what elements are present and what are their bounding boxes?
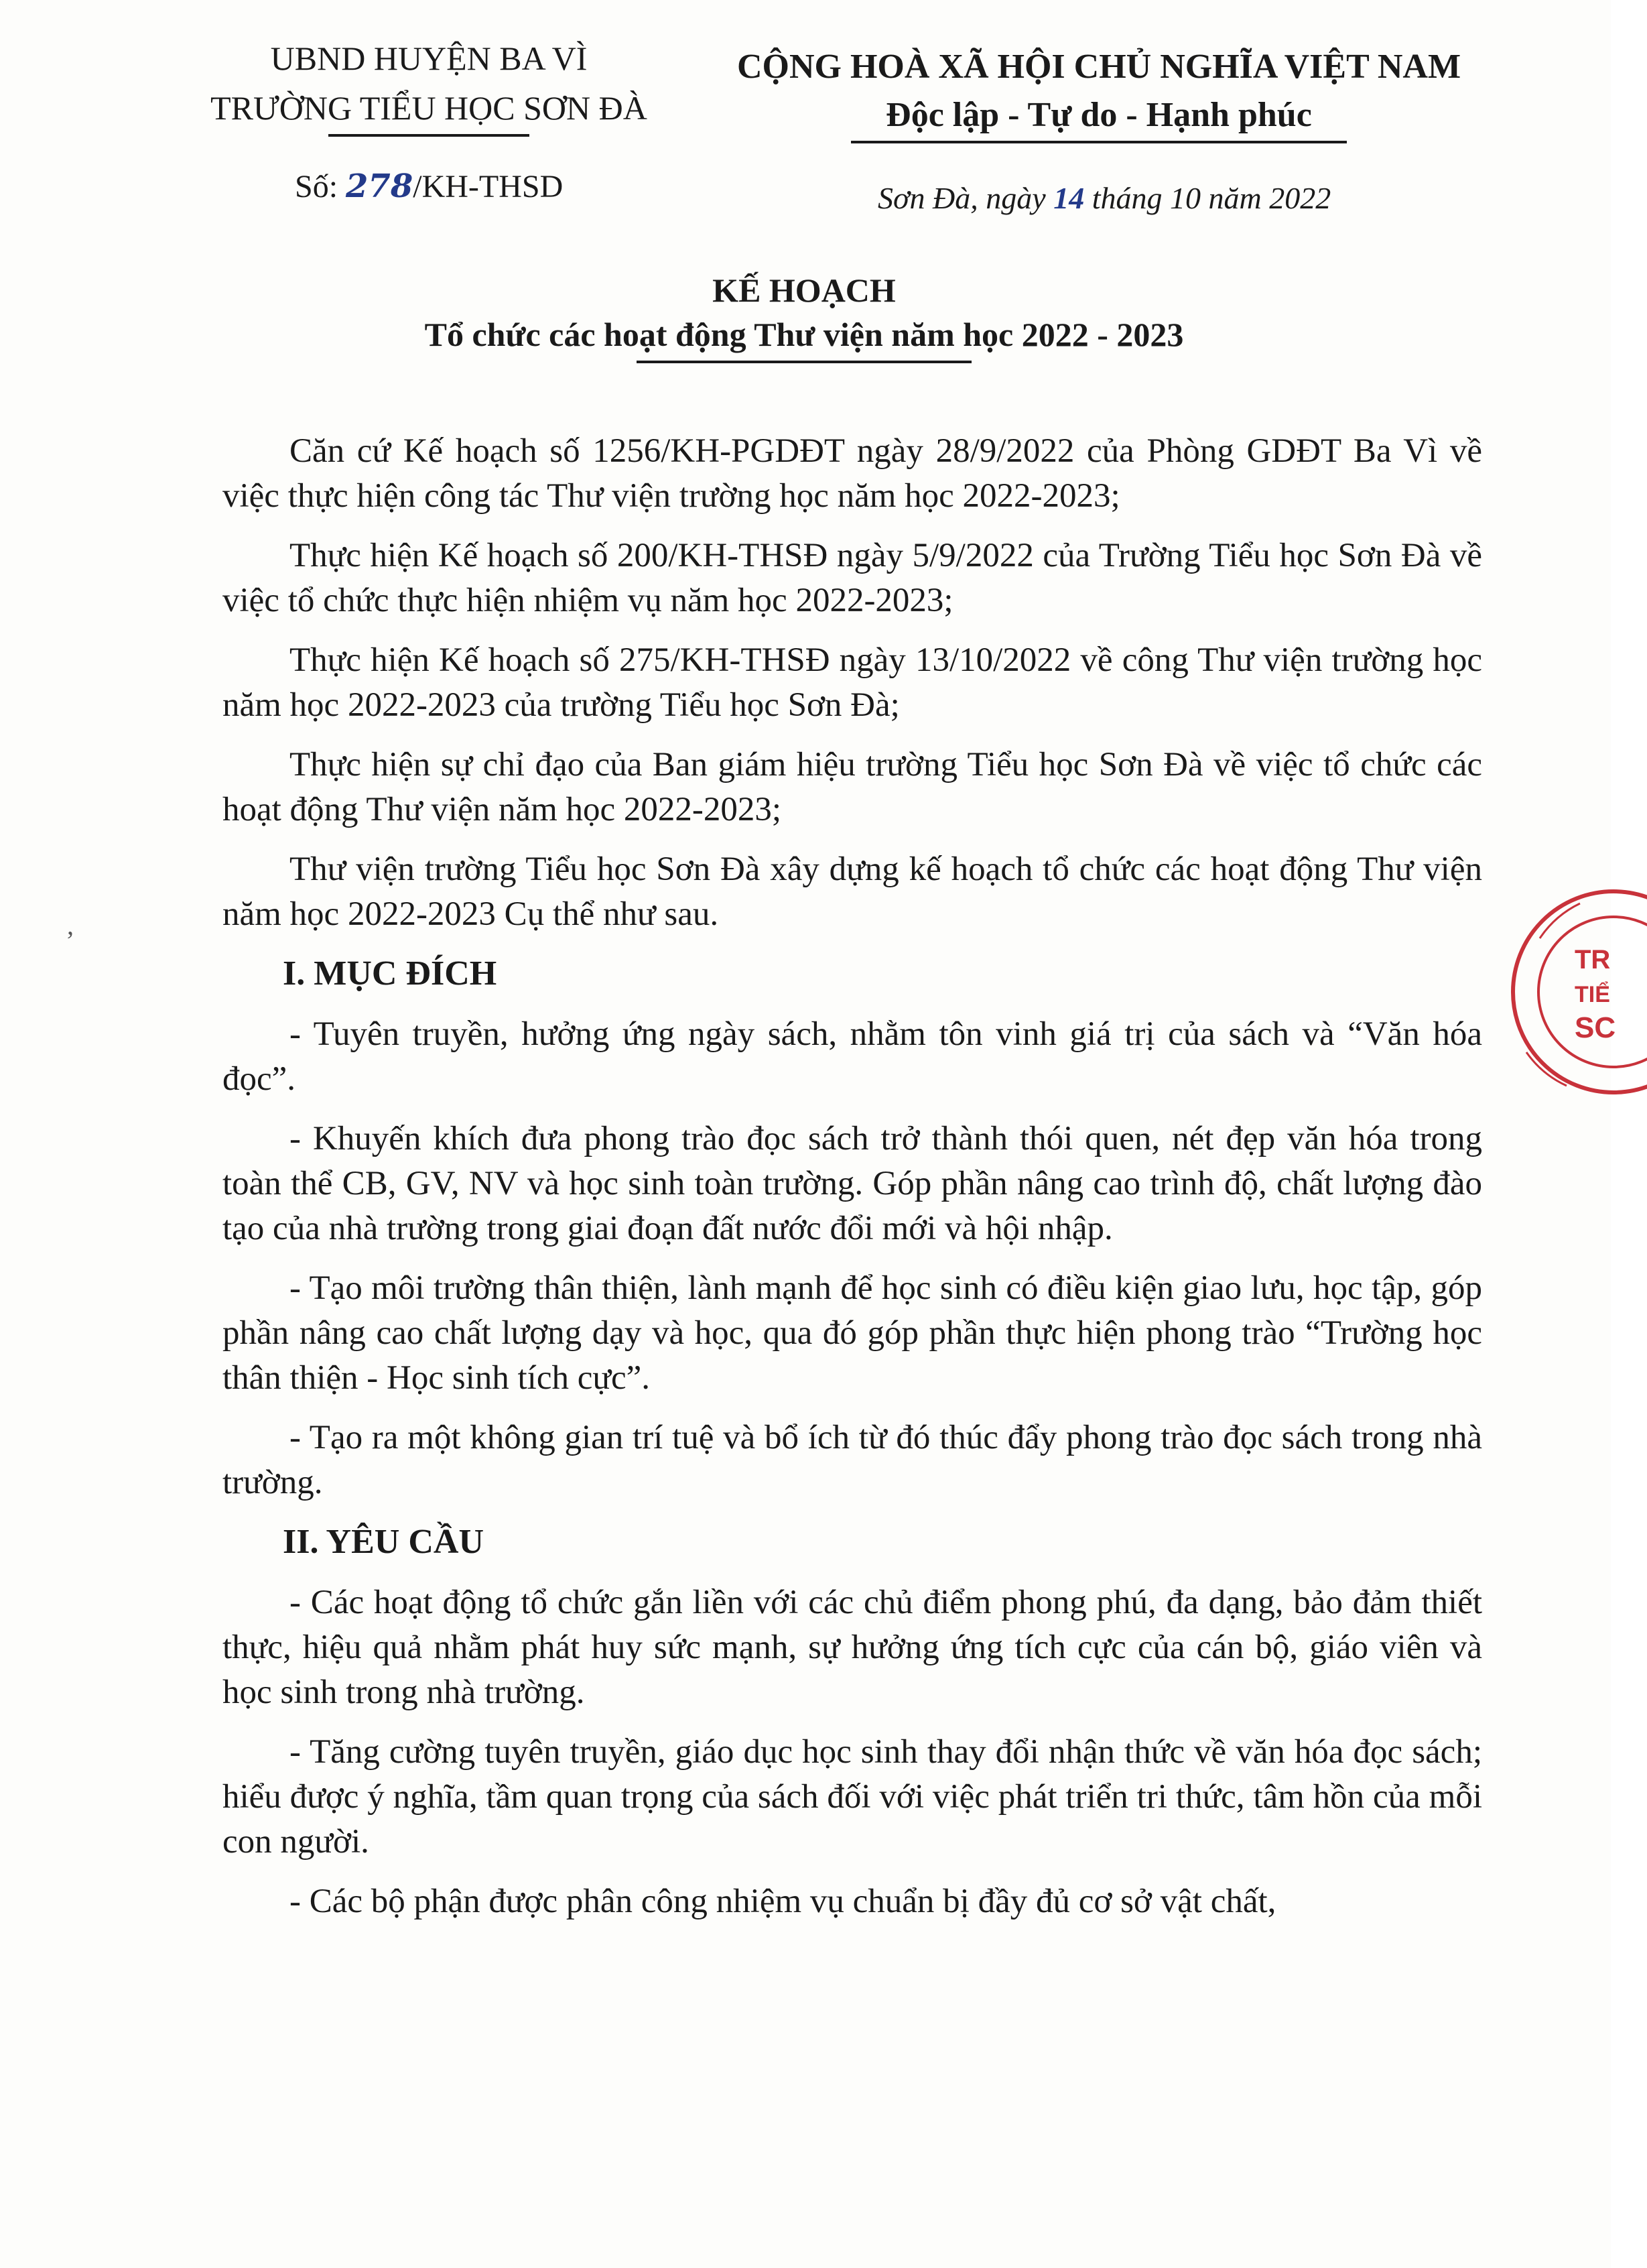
doc-date-suffix: tháng 10 năm 2022 xyxy=(1084,181,1331,215)
doc-date-prefix: Sơn Đà, ngày xyxy=(878,181,1054,215)
preamble-paragraph: Thư viện trường Tiểu học Sơn Đà xây dựng kế hoạch tổ chức các hoạt động Thư viện năm học 2022-2023 Cụ thể như sau. xyxy=(222,850,1482,933)
issuer-underline xyxy=(328,134,529,137)
preamble-paragraph: Căn cứ Kế hoạch số 1256/KH-PGDĐT ngày 28/9/2022 của Phòng GDĐT Ba Vì về việc thực hiện công tác Thư viện trường học năm học 2022-2023; xyxy=(222,432,1482,515)
purpose-item: - Khuyến khích đưa phong trào đọc sách trở thành thói quen, nét đẹp văn hóa trong toàn thể CB, GV, NV và học sinh toàn trường. Góp phần nâng cao trình độ, chất lượng đào tạo của nhà trường trong giai đoạn đất nước đổi mới và hội nhập. xyxy=(222,1120,1482,1247)
purpose-item: - Tạo môi trường thân thiện, lành mạnh để học sinh có điều kiện giao lưu, học tập, góp phần nâng cao chất lượng dạy và học, qua đó góp phần thực hiện phong trào “Trường học thân thiện - Học sinh tích cực”. xyxy=(222,1269,1482,1397)
purpose-item: - Tuyên truyền, hưởng ứng ngày sách, nhằm tôn vinh giá trị của sách và “Văn hóa đọc”. xyxy=(222,1015,1482,1098)
requirement-item: - Các bộ phận được phân công nhiệm vụ chuẩn bị đầy đủ cơ sở vật chất, xyxy=(289,1883,1276,1920)
national-title: CỘNG HOÀ XÃ HỘI CHỦ NGHĨA VIỆT NAM xyxy=(736,48,1461,86)
section-heading-requirements: II. YÊU CẦU xyxy=(283,1523,484,1561)
document-title xyxy=(201,268,1407,363)
document-date xyxy=(878,178,1331,218)
issuer-org: UBND HUYỆN BA VÌ xyxy=(270,40,588,77)
title-line-1: KẾ HOẠCH xyxy=(712,271,896,309)
official-seal-stamp xyxy=(1500,885,1647,1099)
preamble-paragraph: Thực hiện sự chỉ đạo của Ban giám hiệu trường Tiểu học Sơn Đà về việc tổ chức các hoạt động Thư viện năm học 2022-2023; xyxy=(222,746,1482,828)
requirement-item: - Tăng cường tuyên truyền, giáo dục học sinh thay đổi nhận thức về văn hóa đọc sách; hiểu được ý nghĩa, tầm quan trọng của sách đối với việc phát triển tri thức, tâm hồn của mỗi con người. xyxy=(222,1733,1482,1861)
document-number xyxy=(295,166,563,207)
doc-number-prefix: Số: xyxy=(295,169,346,204)
motto-underline xyxy=(851,141,1347,143)
preamble-paragraph: Thực hiện Kế hoạch số 275/KH-THSĐ ngày 13/10/2022 về công Thư viện trường học năm học 2022-2023 của trường Tiểu học Sơn Đà; xyxy=(222,641,1482,724)
requirement-item: - Các hoạt động tổ chức gắn liền với các chủ điểm phong phú, đa dạng, bảo đảm thiết thực, hiệu quả nhằm phát huy sức mạnh, sự hưởng ứng tích cực của cán bộ, giáo viên và học sinh trong nhà trường. xyxy=(222,1584,1482,1711)
doc-number-suffix: /KH-THSD xyxy=(413,169,564,204)
preamble-paragraph: Thực hiện Kế hoạch số 200/KH-THSĐ ngày 5/9/2022 của Trường Tiểu học Sơn Đà về việc tổ chức thực hiện nhiệm vụ năm học 2022-2023; xyxy=(222,537,1482,619)
stamp-text-line-1: TR xyxy=(1575,945,1611,974)
margin-mark: ʼ xyxy=(66,926,75,956)
title-underline xyxy=(637,361,972,363)
doc-date-handwritten-day: 14 xyxy=(1053,181,1085,215)
title-line-2: Tổ chức các hoạt động Thư viện năm học 2022 - 2023 xyxy=(424,316,1184,353)
stamp-text-line-3: SC xyxy=(1575,1011,1616,1044)
document-body xyxy=(222,429,1482,1939)
stamp-text-line-2: TIỂ xyxy=(1575,982,1610,1007)
issuer-header xyxy=(174,34,683,137)
section-heading-purpose: I. MỤC ĐÍCH xyxy=(283,954,497,993)
purpose-item: - Tạo ra một không gian trí tuệ và bổ ích từ đó thúc đẩy phong trào đọc sách trong nhà trường. xyxy=(222,1419,1482,1501)
doc-number-handwritten: 278 xyxy=(346,168,413,205)
national-header xyxy=(704,43,1494,143)
national-motto: Độc lập - Tự do - Hạnh phúc xyxy=(886,96,1312,134)
issuer-school: TRƯỜNG TIỂU HỌC SƠN ĐÀ xyxy=(210,89,647,127)
